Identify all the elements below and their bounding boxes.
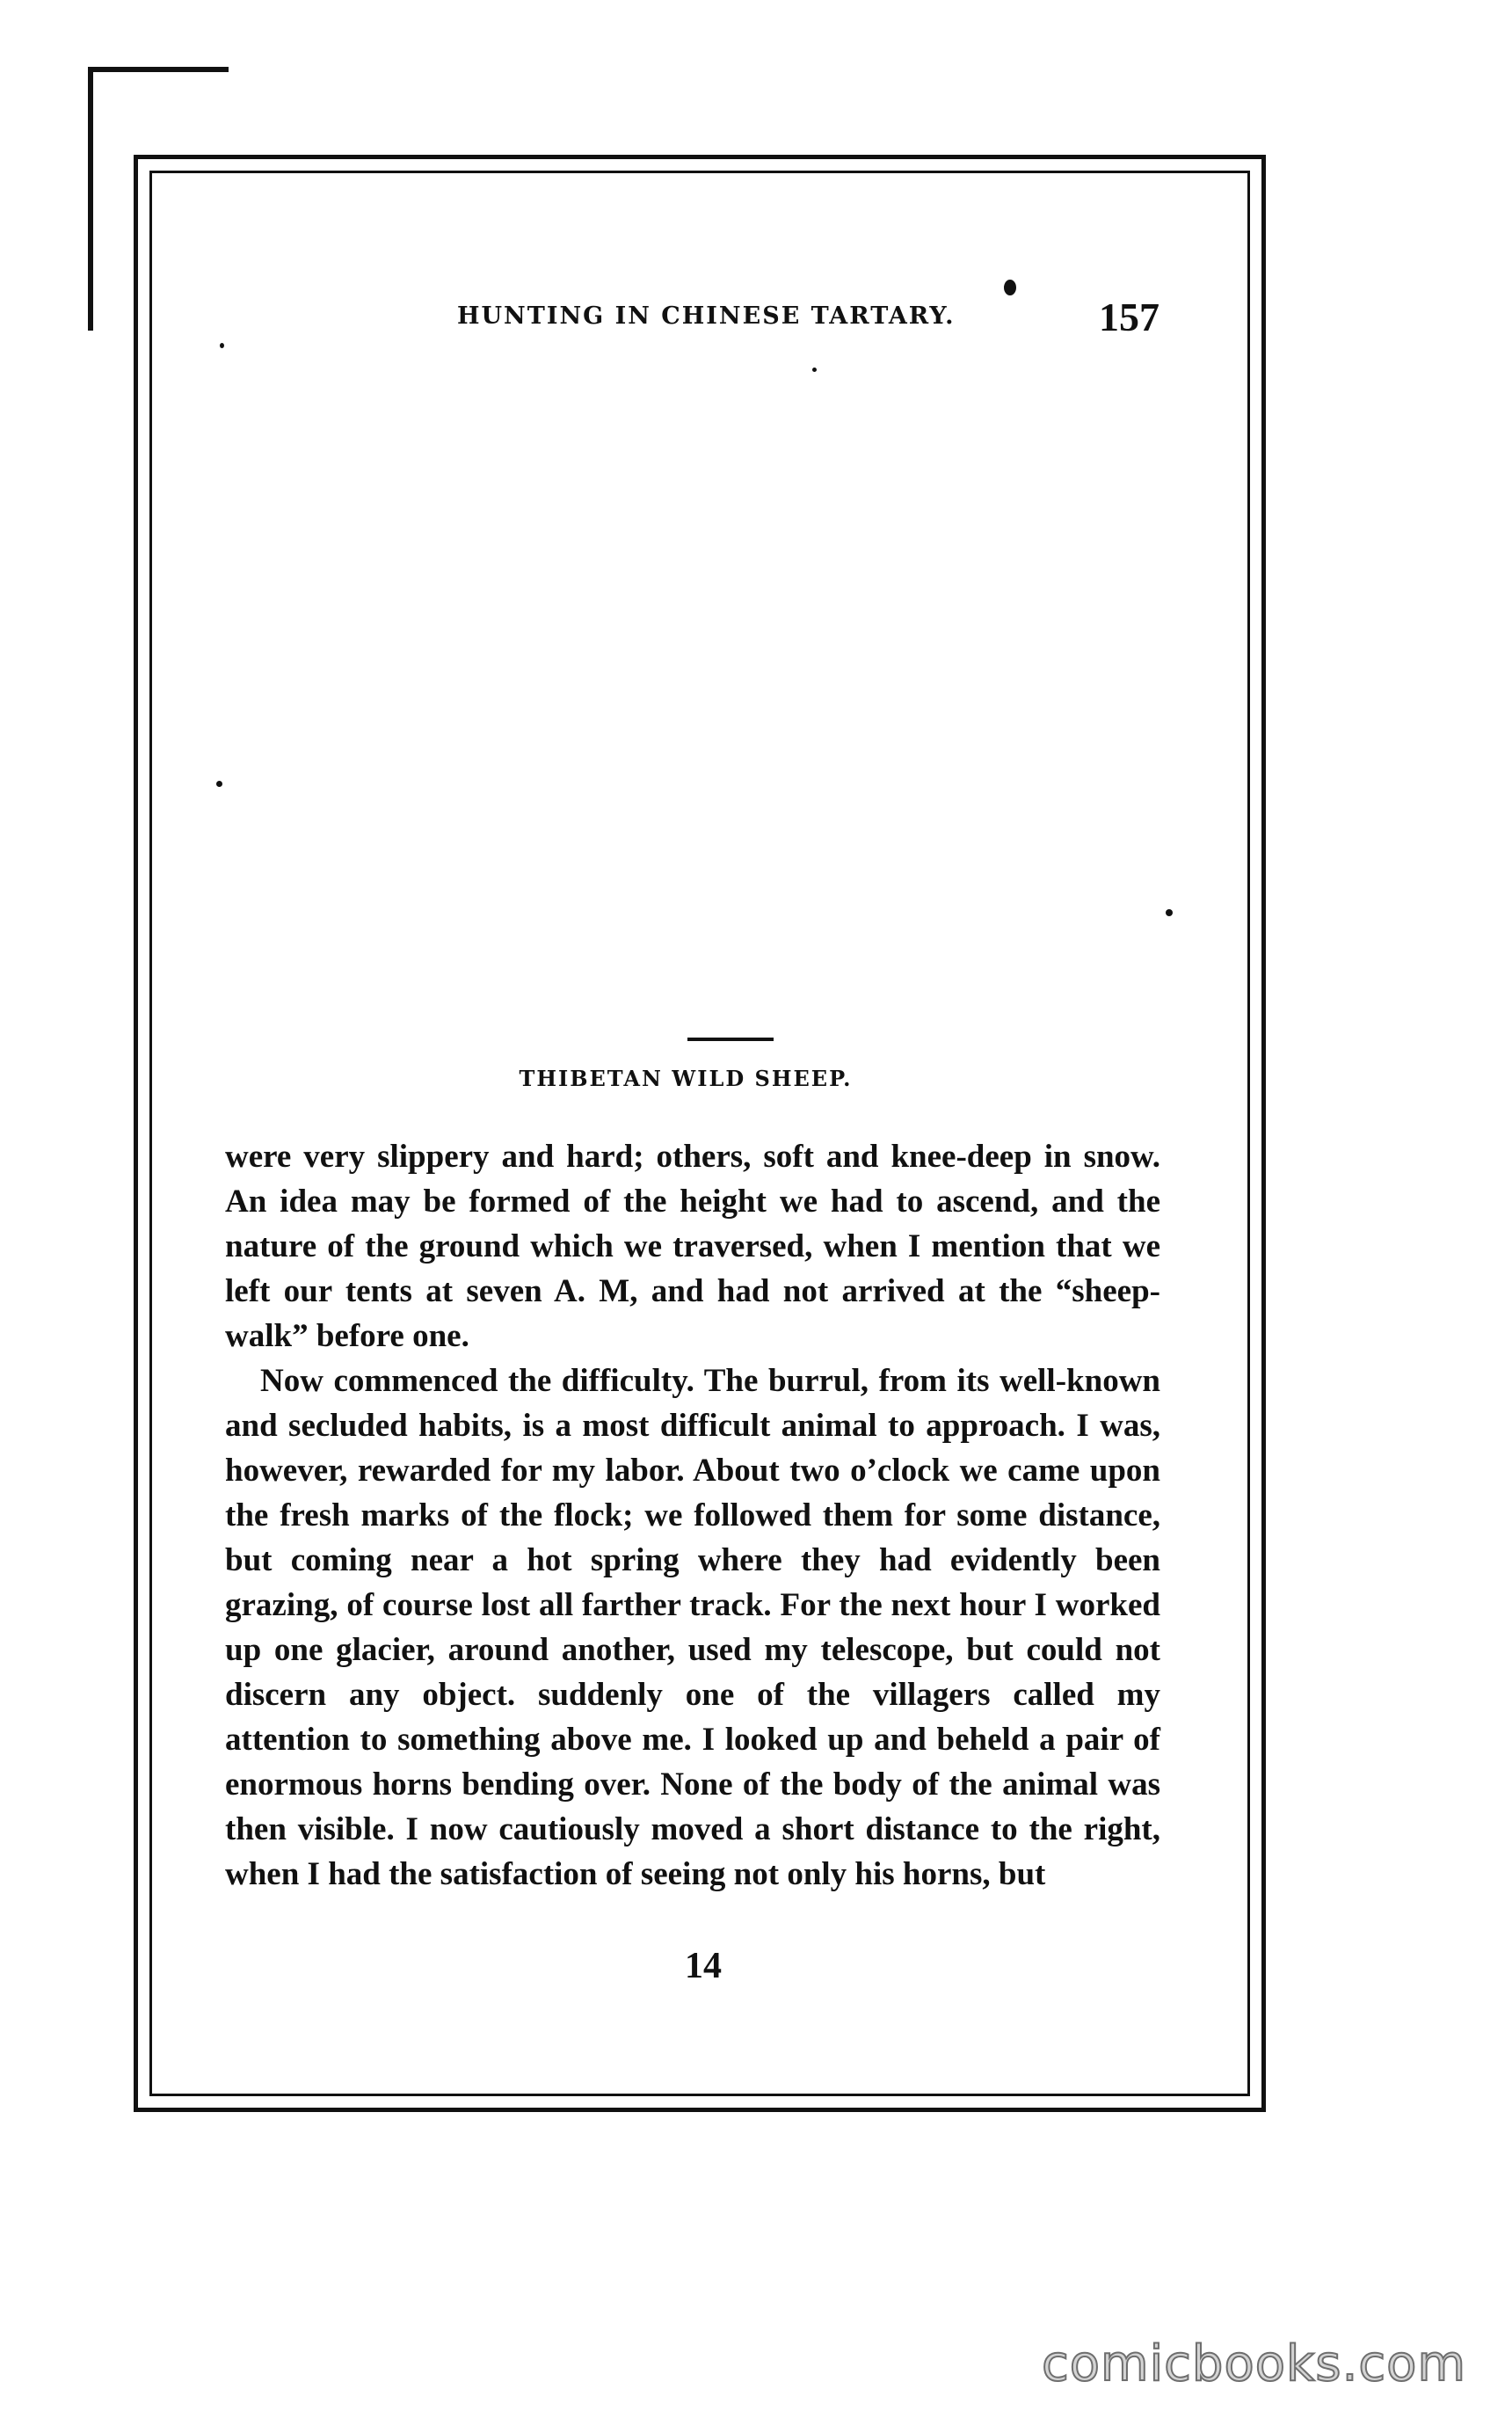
paragraph: Now commenced the difficulty. The burrul, from its well-known and secluded habits, is a most difficult animal to approach. I was, however, rewarded for my labor. About two o’clock we came upon the fresh marks of the flock; we followed them for some distance, but coming near a hot spring where they had evidently been grazing, of course lost all farther track. For the next hour I worked up one glacier, around another, used my telescope, but could not discern any object. suddenly one of the villagers called my attention to something above me. I looked up and beheld a pair of enormous horns bending over. None of the body of the animal was then visible. I now cautiously moved a short distance to the right, when I had the satisfaction of seeing not only his horns, but xyxy=(225,1363,1160,1892)
signature-mark: 14 xyxy=(685,1946,722,1986)
running-title: HUNTING IN CHINESE TARTARY. xyxy=(457,302,956,330)
corner-mark-vertical xyxy=(88,67,93,331)
body-text xyxy=(225,1134,1160,1897)
paragraph: were very slippery and hard; others, soft and knee-deep in snow. An idea may be formed of the height we had to ascend, and the nature of the ground which we traversed, when I mention that we left our tents at seven A. M, and had not arrived at the “sheep-walk” before one. xyxy=(225,1139,1160,1354)
speck-mark xyxy=(216,781,222,787)
speck-mark xyxy=(1166,909,1173,916)
running-head xyxy=(422,294,1213,338)
plate-rule xyxy=(687,1038,774,1041)
watermark: comicbooks.com xyxy=(1041,2335,1466,2393)
page-number: 157 xyxy=(1099,295,1159,339)
corner-mark-horizontal xyxy=(88,67,229,72)
speck-mark xyxy=(812,368,817,372)
plate-caption: THIBETAN WILD SHEEP. xyxy=(519,1066,853,1091)
speck-mark xyxy=(220,343,224,348)
speck-mark xyxy=(1004,280,1016,295)
